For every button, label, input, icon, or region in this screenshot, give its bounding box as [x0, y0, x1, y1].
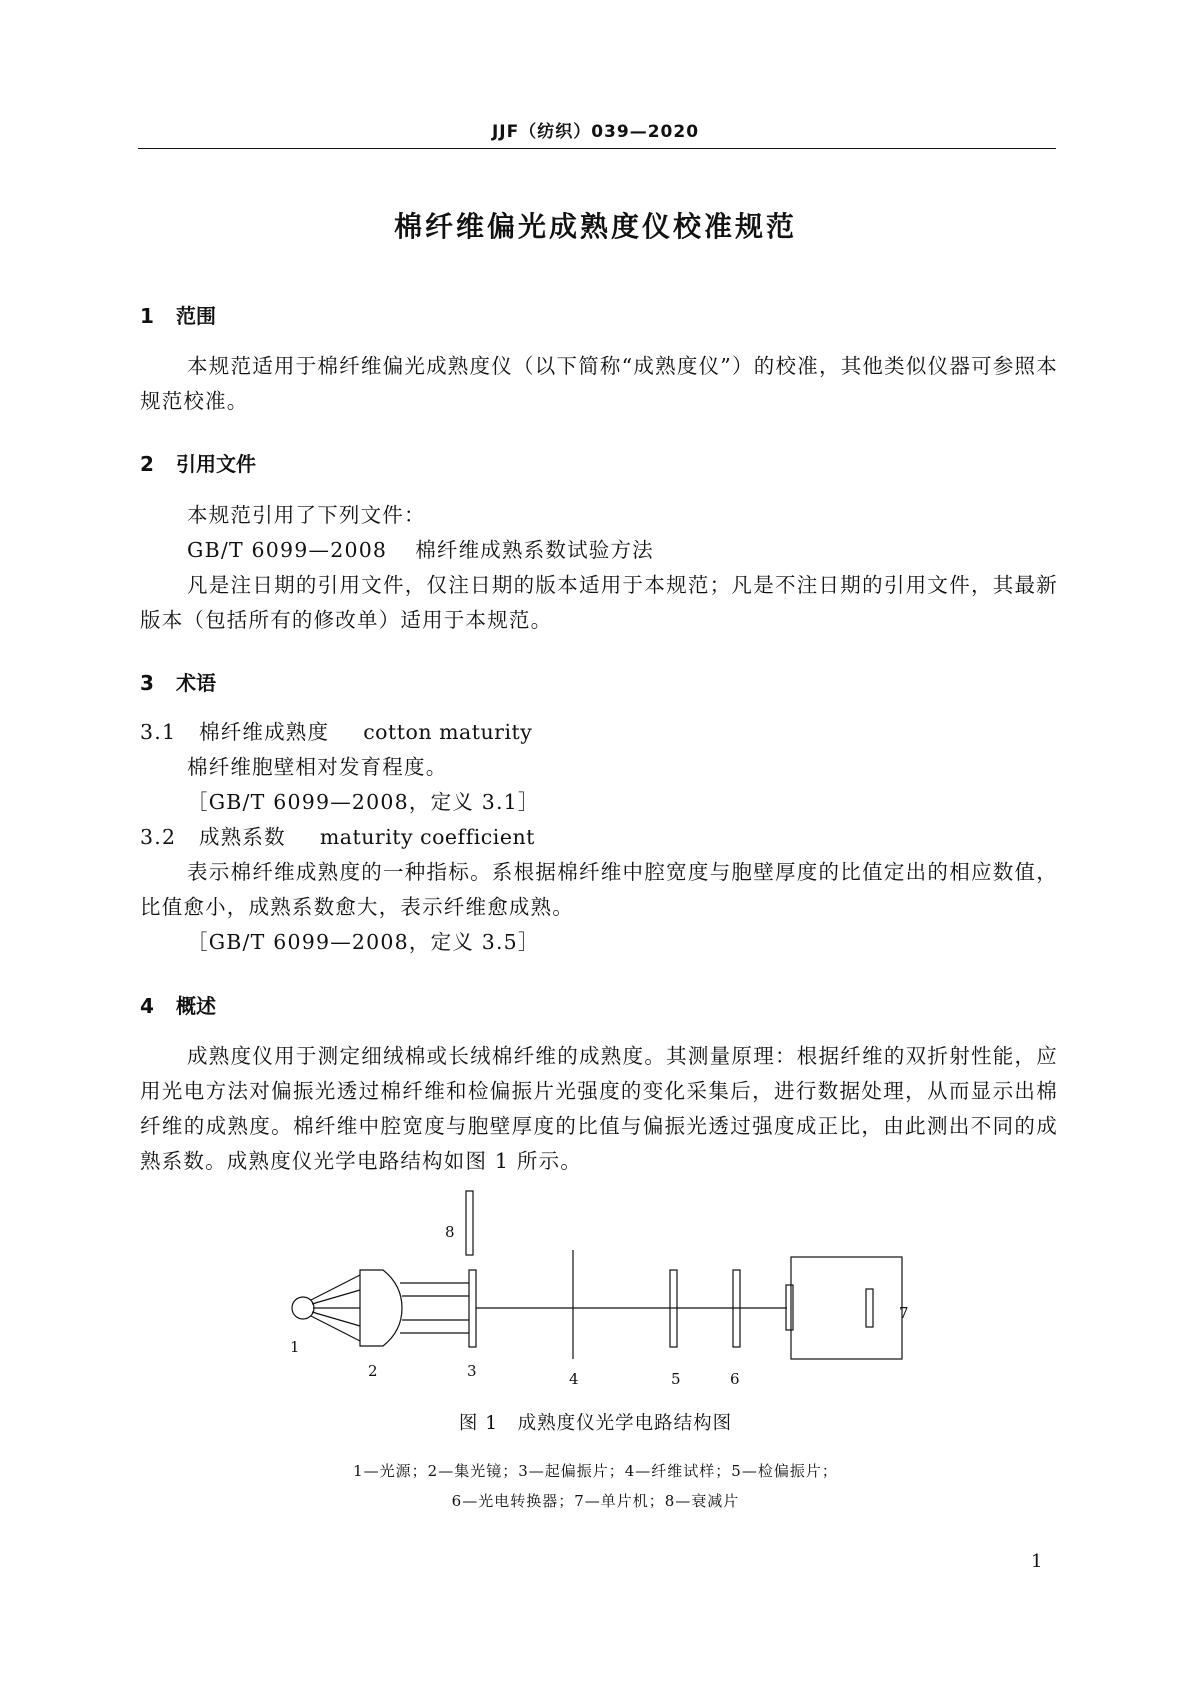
- reference-title: 棉纤维成熟系数试验方法: [415, 538, 654, 562]
- figure-legend-line-2: 6—光电转换器；7—单片机；8—衰减片: [451, 1492, 740, 1510]
- section-number: 2: [140, 452, 154, 476]
- term-3-2-definition: 表示棉纤维成熟度的一种指标。系根据棉纤维中腔宽度与胞壁厚度的比值定出的相应数值，比值愈小，成熟系数愈大，表示纤维愈成熟。: [140, 860, 1058, 919]
- polarizer: [469, 1270, 476, 1347]
- light-ray: [312, 1290, 360, 1304]
- microcontroller-output: [866, 1289, 873, 1327]
- term-number: 3.1: [140, 720, 177, 744]
- section-number: 1: [140, 304, 154, 328]
- term-english: maturity coefficient: [319, 825, 535, 849]
- section-number: 3: [140, 671, 154, 695]
- document-title: 棉纤维偏光成熟度仪校准规范: [393, 210, 797, 243]
- section-1-paragraph: 本规范适用于棉纤维偏光成熟度仪（以下简称“成熟度仪”）的校准，其他类似仪器可参照本规范校准。: [140, 354, 1058, 413]
- reference-code: GB/T 6099—2008: [187, 538, 388, 562]
- condenser-lens: [360, 1270, 402, 1346]
- figure-legend-line-1: 1—光源；2—集光镜；3—起偏振片；4—纤维试样；5—检偏振片；: [353, 1462, 838, 1480]
- label-7: 7: [899, 1304, 909, 1322]
- document-code-header: JJF（纺织）039—2020: [491, 122, 700, 142]
- term-number: 3.2: [140, 825, 177, 849]
- section-title: 引用文件: [176, 452, 256, 476]
- light-ray: [311, 1275, 360, 1300]
- figure-caption: 图 1 成熟度仪光学电路结构图: [458, 1413, 733, 1434]
- section-title: 概述: [176, 994, 216, 1018]
- attenuator: [466, 1191, 473, 1255]
- label-2: 2: [368, 1362, 378, 1380]
- label-4: 4: [569, 1370, 579, 1388]
- term-3-2-source: ［GB/T 6099—2008，定义 3.5］: [187, 930, 540, 954]
- section-4-paragraph: 成熟度仪用于测定细绒棉或长绒棉纤维的成熟度。其测量原理：根据纤维的双折射性能，应用光电方法对偏振光透过棉纤维和检偏振片光强度的变化采集后，进行数据处理，从而显示出棉纤维的成熟度。棉纤维中腔宽度与胞壁厚度的比值与偏振光透过强度成正比，由此测出不同的成熟系数。成熟度仪光学电路结构如图 1 所示。: [140, 1044, 1058, 1173]
- label-8: 8: [445, 1223, 455, 1241]
- section-title: 术语: [176, 671, 216, 695]
- light-source: [292, 1297, 314, 1319]
- term-3-1-source: ［GB/T 6099—2008，定义 3.1］: [187, 790, 540, 814]
- references-intro: 本规范引用了下列文件：: [187, 503, 426, 527]
- microcontroller-input: [786, 1285, 793, 1330]
- label-5: 5: [671, 1370, 681, 1388]
- label-6: 6: [730, 1370, 740, 1388]
- section-title: 范围: [176, 304, 216, 328]
- microcontroller-box: [791, 1257, 902, 1359]
- page-number: 1: [1031, 1551, 1043, 1572]
- section-number: 4: [140, 994, 154, 1018]
- light-ray: [312, 1312, 360, 1326]
- label-1: 1: [290, 1338, 300, 1356]
- term-english: cotton maturity: [363, 720, 533, 744]
- term-chinese: 棉纤维成熟度: [199, 720, 330, 744]
- light-ray: [311, 1316, 360, 1341]
- term-3-1-definition: 棉纤维胞壁相对发育程度。: [187, 755, 448, 779]
- section-2-paragraph: 凡是注日期的引用文件，仅注日期的版本适用于本规范；凡是不注日期的引用文件，其最新版本（包括所有的修改单）适用于本规范。: [140, 573, 1058, 632]
- term-chinese: 成熟系数: [199, 825, 286, 849]
- label-3: 3: [467, 1362, 477, 1380]
